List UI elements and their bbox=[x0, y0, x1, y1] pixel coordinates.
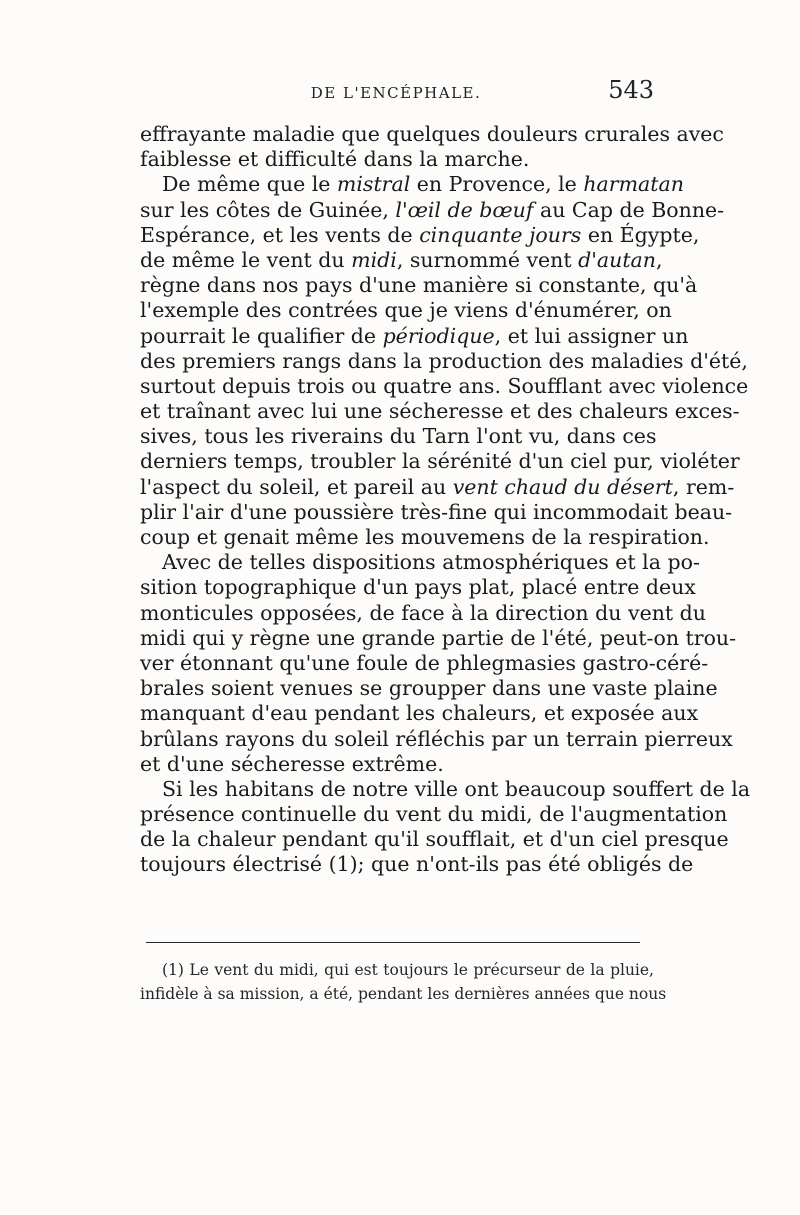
text-segment: derniers temps, troubler la sérénité d'un ciel pur, violéter bbox=[140, 449, 740, 474]
text-line bbox=[140, 726, 733, 752]
text-segment: manquant d'eau pendant les chaleurs, et exposée aux bbox=[140, 701, 699, 726]
text-line bbox=[140, 424, 657, 449]
text-segment: monticules opposées, de face à la direction du vent du bbox=[140, 600, 706, 625]
text-segment: , bbox=[656, 247, 663, 272]
text-line bbox=[140, 247, 663, 273]
text-segment: toujours électrisé (1); que n'ont-ils pas été obligés de bbox=[140, 852, 694, 877]
text-segment: , surnommé vent bbox=[396, 247, 579, 272]
text-line bbox=[140, 625, 737, 651]
text-segment: de la chaleur pendant qu'il soufflait, et d'un ciel presque bbox=[140, 827, 729, 852]
italic-term: cinquante jours bbox=[419, 222, 582, 247]
text-line bbox=[140, 298, 672, 323]
text-segment: sition topographique d'un pays plat, placé entre deux bbox=[140, 575, 696, 600]
body-text bbox=[140, 122, 751, 878]
text-segment: effrayante maladie que quelques douleurs crurales avec bbox=[140, 122, 724, 146]
text-line bbox=[140, 222, 700, 248]
text-line bbox=[140, 474, 735, 500]
italic-term: d'autan bbox=[578, 247, 656, 272]
footnote-line: infidèle à sa mission, a été, pendant les dernières années que nous bbox=[140, 985, 667, 1003]
text-segment: De même que le bbox=[162, 172, 337, 197]
text-segment: Si les habitans de notre ville ont beaucoup souffert de la bbox=[162, 776, 751, 801]
text-segment: midi qui y règne une grande partie de l'été, peut-on trou- bbox=[140, 625, 737, 650]
text-line bbox=[140, 449, 740, 474]
text-line bbox=[140, 650, 709, 676]
text-line bbox=[140, 600, 706, 626]
italic-term: harmatan bbox=[583, 172, 684, 197]
text-segment: des premiers rangs dans la production des maladies d'été, bbox=[140, 348, 748, 373]
running-title: DE L'ENCÉPHALE. bbox=[310, 84, 482, 102]
text-line bbox=[140, 499, 733, 525]
text-segment: l'aspect du soleil, et pareil au bbox=[140, 474, 453, 499]
text-line bbox=[140, 676, 718, 701]
italic-term: périodique bbox=[382, 323, 495, 348]
footnotes bbox=[140, 958, 667, 1006]
text-segment: pourrait le qualifier de bbox=[140, 323, 383, 348]
text-line bbox=[140, 147, 654, 172]
text-segment: l'exemple des contrées que je viens d'énumérer, on bbox=[140, 298, 672, 323]
text-line bbox=[140, 399, 740, 424]
text-segment: faiblesse et difficulté dans la marche. bbox=[140, 147, 530, 172]
text-segment: brûlans rayons du soleil réfléchis par un terrain pierreux bbox=[140, 726, 733, 751]
text-segment: sur les côtes de Guinée, bbox=[140, 197, 396, 222]
text-segment: et traînant avec lui une sécheresse et des chaleurs exces- bbox=[140, 399, 740, 424]
footnote-divider bbox=[146, 942, 640, 943]
footnote-line: (1) Le vent du midi, qui est toujours le précurseur de la pluie, bbox=[162, 961, 654, 979]
text-line bbox=[140, 525, 710, 550]
text-line bbox=[140, 172, 684, 197]
italic-term: vent chaud du désert bbox=[452, 474, 673, 499]
text-line bbox=[140, 323, 689, 349]
text-line bbox=[140, 752, 654, 777]
text-line bbox=[140, 122, 724, 147]
text-segment: brales soient venues se groupper dans une vaste plaine bbox=[140, 676, 718, 701]
text-segment: coup et genait même les mouvemens de la respiration. bbox=[140, 525, 710, 549]
italic-term: midi bbox=[351, 247, 397, 272]
italic-term: mistral bbox=[336, 172, 411, 197]
text-segment: sives, tous les riverains du Tarn l'ont vu, dans ces bbox=[140, 424, 657, 449]
text-line bbox=[140, 776, 751, 802]
page-header bbox=[138, 76, 654, 112]
text-segment: ver étonnant qu'une foule de phlegmasies gastro-céré- bbox=[140, 650, 709, 675]
text-segment: Avec de telles dispositions atmosphériques et la po- bbox=[162, 550, 700, 575]
text-segment: présence continuelle du vent du midi, de l'augmentation bbox=[140, 802, 728, 827]
text-segment: Espérance, et les vents de bbox=[140, 222, 420, 247]
text-segment: de même le vent du bbox=[140, 247, 352, 272]
text-line bbox=[140, 197, 725, 223]
text-segment: en Provence, le bbox=[410, 172, 584, 197]
text-segment: , et lui assigner un bbox=[494, 323, 689, 348]
page-number: 543 bbox=[608, 76, 654, 104]
text-line bbox=[140, 827, 729, 852]
text-line bbox=[140, 348, 748, 374]
text-line bbox=[140, 373, 749, 399]
text-segment: surtout depuis trois ou quatre ans. Soufflant avec violence bbox=[140, 373, 749, 398]
text-segment: au Cap de Bonne- bbox=[533, 197, 725, 222]
text-line bbox=[140, 550, 700, 575]
text-line bbox=[140, 701, 699, 726]
text-segment: en Égypte, bbox=[581, 222, 700, 247]
text-segment: plir l'air d'une poussière très-fine qui incommodait beau- bbox=[140, 499, 733, 524]
text-segment: règne dans nos pays d'une manière si constante, qu'à bbox=[140, 273, 698, 298]
text-segment: et d'une sécheresse extrême. bbox=[140, 751, 444, 776]
text-line bbox=[140, 802, 728, 827]
text-line bbox=[140, 852, 694, 877]
italic-term: l'œil de bœuf bbox=[395, 197, 534, 222]
text-segment: , rem- bbox=[672, 474, 735, 499]
text-line bbox=[140, 273, 698, 298]
text-line bbox=[140, 575, 696, 600]
